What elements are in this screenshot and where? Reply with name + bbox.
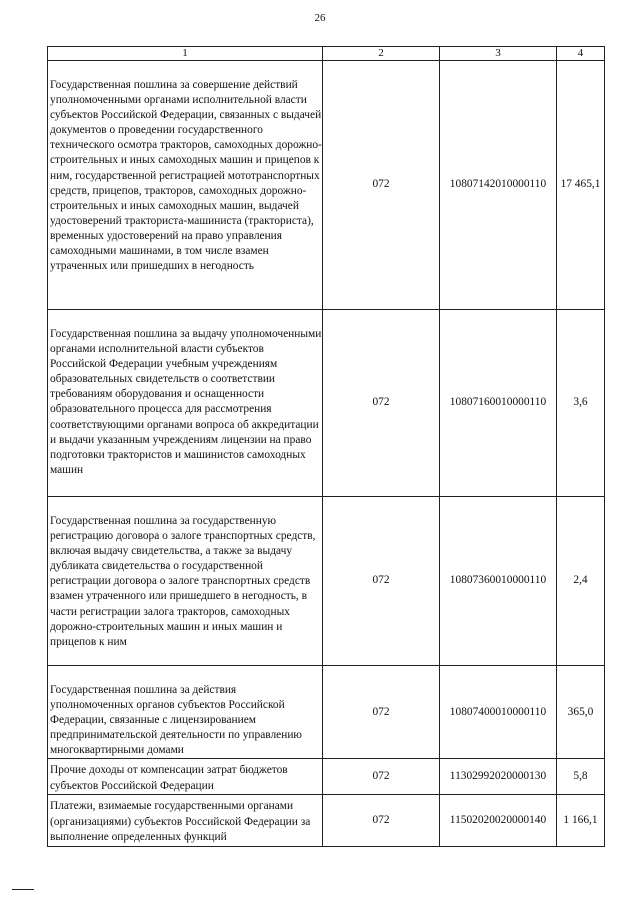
row-amount: 1 166,1 (557, 795, 605, 847)
row-budget-classification-code: 10807142010000110 (440, 61, 557, 310)
row-admin-code: 072 (323, 759, 440, 795)
row-budget-classification-code: 10807160010000110 (440, 310, 557, 497)
row-amount: 5,8 (557, 759, 605, 795)
row-budget-classification-code: 11502020020000140 (440, 795, 557, 847)
table-row (48, 497, 605, 666)
table-row (48, 61, 605, 310)
row-description: Государственная пошлина за выдачу уполномоченными органами исполнительной власти субъектов Российской Федерации учебным учреждениям образовательных свидетельств о соответствии требованиям оборудования и оснащенности образовательного процесса для рассмотрения соответствующими органами вопроса об аккредитации и выдачи указанным учреждениям лицензии на право подготовки трактористов и машинистов самоходных машин (48, 310, 323, 497)
row-admin-code: 072 (323, 666, 440, 759)
row-budget-classification-code: 10807360010000110 (440, 497, 557, 666)
row-admin-code: 072 (323, 310, 440, 497)
row-description: Государственная пошлина за государственную регистрацию договора о залоге транспортных средств, включая выдачу свидетельства, а также за выдачу дубликата свидетельства о государственной регистрации договора о залоге транспортных средств взамен утраченного или пришедшего в негодность, в части регистрации залога тракторов, самоходных дорожно-строительных машин и иных машин и прицепов к ним (48, 497, 323, 666)
table-row (48, 795, 605, 847)
row-amount: 3,6 (557, 310, 605, 497)
row-amount: 17 465,1 (557, 61, 605, 310)
table-row (48, 759, 605, 795)
row-amount: 2,4 (557, 497, 605, 666)
table-header-row (48, 47, 605, 61)
row-admin-code: 072 (323, 61, 440, 310)
row-admin-code: 072 (323, 497, 440, 666)
budget-revenue-table (47, 46, 605, 847)
column-header-code: 2 (323, 47, 440, 61)
row-description: Государственная пошлина за действия уполномоченных органов субъектов Российской Федерации, связанные с лицензированием предпринимательской деятельности по управлению многоквартирными домами (48, 666, 323, 759)
row-description: Государственная пошлина за совершение действий уполномоченными органами исполнительной власти субъектов Российской Федерации, связанных с выдачей документов о проведении государственного технического осмотра тракторов, самоходных дорожно-строительных и иных самоходных машин и прицепов к ним, государственной регистрацией мототранспортных средств, прицепов, тракторов, самоходных дорожно-строительных и иных самоходных машин, выдачей удостоверений тракториста-машиниста (тракториста), временных удостоверений на право управления самоходными машинами, в том числе взамен утраченных или пришедших в негодность (48, 61, 323, 310)
column-header-kbk: 3 (440, 47, 557, 61)
row-budget-classification-code: 11302992020000130 (440, 759, 557, 795)
column-header-amount: 4 (557, 47, 605, 61)
table-row (48, 666, 605, 759)
table-row (48, 310, 605, 497)
column-header-description: 1 (48, 47, 323, 61)
row-amount: 365,0 (557, 666, 605, 759)
page-number: 26 (314, 12, 326, 24)
row-budget-classification-code: 10807400010000110 (440, 666, 557, 759)
row-description: Платежи, взимаемые государственными органами (организациями) субъектов Российской Федерации за выполнение определенных функций (48, 795, 323, 847)
row-description: Прочие доходы от компенсации затрат бюджетов субъектов Российской Федерации (48, 759, 323, 795)
footer-dash (12, 889, 34, 890)
row-admin-code: 072 (323, 795, 440, 847)
